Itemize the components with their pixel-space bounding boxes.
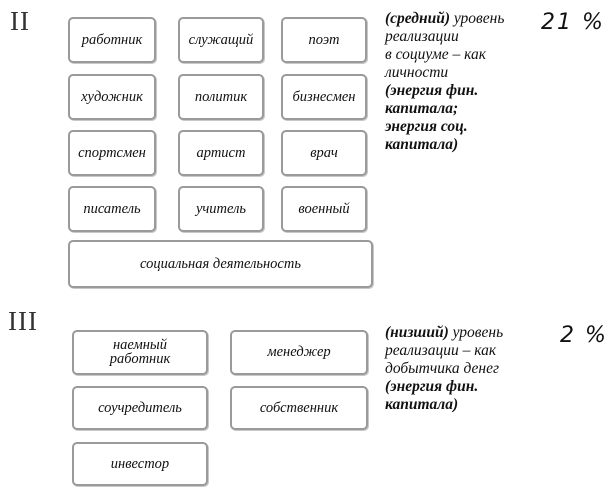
level-2-desc-line-2: реализации [385,28,459,45]
level-3-desc-line-3: добытчика денег [385,360,500,377]
level-3-description [385,324,535,414]
role-box-teacher: учитель [178,186,264,232]
level-2-desc-capital-2: капитала) [385,136,459,153]
role-box-artist-painter: художник [68,74,156,120]
level-2-numeral: II [10,6,30,36]
level-3-desc-capital: капитала) [385,396,459,413]
level-3-desc-line-2: реализации – как [385,342,497,359]
level-2-desc-rest: уровень [449,10,505,27]
level-2-desc-bold: (средний) [385,10,450,27]
level-2-desc-energy-fin: (энергия фин. [385,82,479,99]
level-2-desc-line-1 [385,10,535,28]
level-2-desc-capital-1: капитала; [385,100,459,117]
role-box-cofounder: соучредитель [72,386,208,430]
role-box-investor: инвестор [72,442,208,486]
role-box-writer: писатель [68,186,156,232]
role-box-sportsman: спортсмен [68,130,156,176]
level-2-desc-line-6 [385,100,535,118]
role-box-businessman: бизнесмен [281,74,367,120]
level-3-desc-line-5 [385,396,535,414]
level-2-desc-line-3: в социуме – как [385,46,486,63]
level-3-desc-bold: (низший) [385,324,449,341]
level-2-desc-line-4: личности [385,64,449,81]
level-2-desc-line-8 [385,136,535,154]
level-2-desc-energy-soc: энергия соц. [385,118,468,135]
level-3-percent: 2 % [560,323,608,348]
level-2-desc-line-5 [385,82,535,100]
level-3-desc-line-1 [385,324,535,342]
level-3-desc-line-4 [385,378,535,396]
role-box-doctor: врач [281,130,367,176]
role-box-worker: работник [68,17,156,63]
level-3-desc-energy-fin: (энергия фин. [385,378,479,395]
role-box-hired-worker: наемный работник [72,330,208,375]
level-3-numeral: III [8,306,38,336]
level-2-desc-line-7 [385,118,535,136]
role-box-actor: артист [178,130,264,176]
role-box-politician: политик [178,74,264,120]
role-box-poet: поэт [281,17,367,63]
role-box-employee: служащий [178,17,264,63]
level-2-description [385,10,535,154]
role-box-social-activity: социальная деятельность [68,240,373,288]
role-box-owner: собственник [230,386,368,430]
level-2-percent: 21 % [541,10,605,35]
role-box-military: военный [281,186,367,232]
role-box-manager: менеджер [230,330,368,375]
level-3-desc-rest: уровень [448,324,504,341]
